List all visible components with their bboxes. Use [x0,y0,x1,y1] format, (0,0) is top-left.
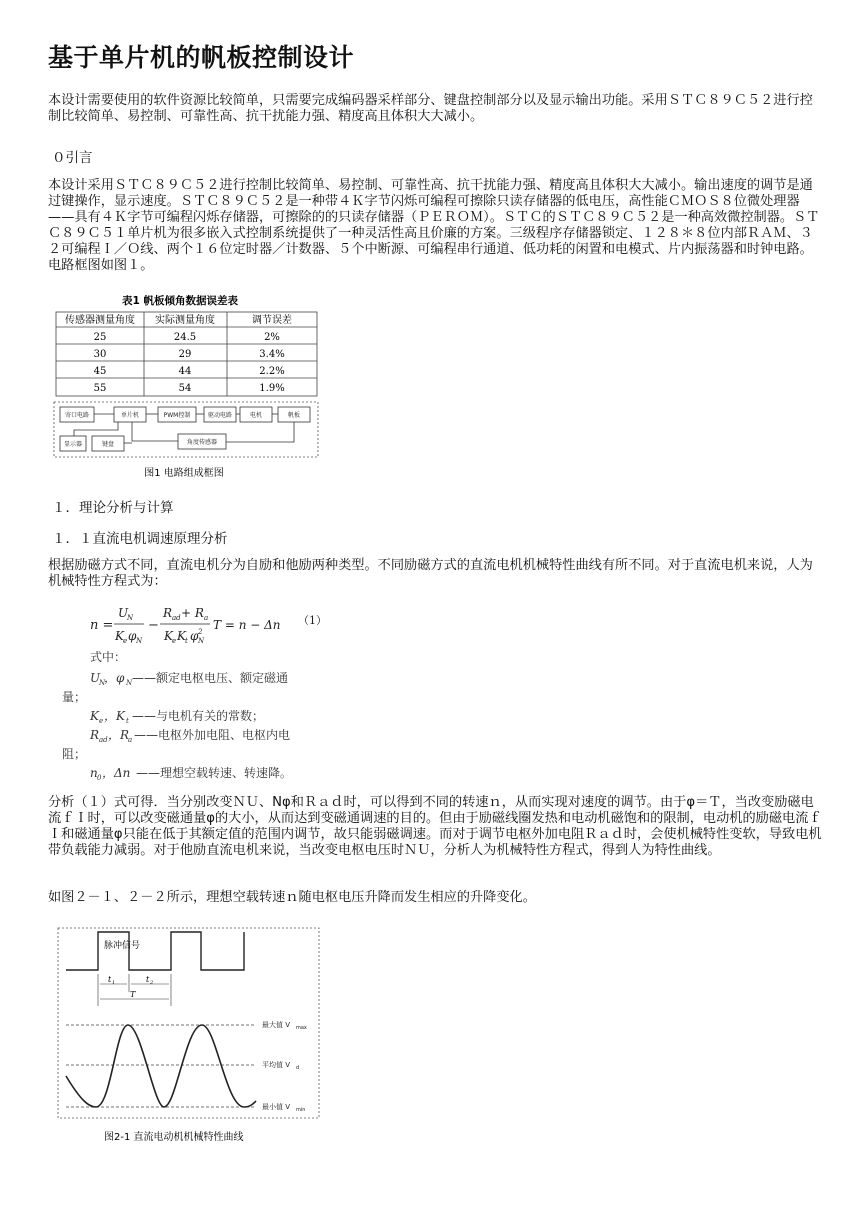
block-label: 单片机 [120,412,140,419]
block-label: 电机 [249,412,263,419]
formula-symbol: N [99,679,106,687]
section-heading-intro: ０引言 [52,150,93,166]
block-label: PWM控制 [163,412,191,419]
period-label: T [130,990,136,999]
pulse-label: 脉冲信号 [104,941,141,951]
formula-symbol: ad [99,736,108,744]
table-cell: 24.5 [173,332,197,343]
equation-number: （1） [298,614,327,627]
formula-term: t [185,637,188,645]
figure-caption: 图1 电路组成框图 [144,468,224,479]
t1-label: 1 [112,980,116,986]
t2-label: t [146,975,150,984]
table-header: 实际测量角度 [155,315,215,326]
table-cell: 29 [178,349,192,360]
table-and-block-diagram-figure [52,290,322,485]
formula-symbol: U [90,671,101,685]
formula-term: a [204,614,209,622]
formula-term: ad [172,614,181,622]
subsection-heading: １．１直流电机调速原理分析 [52,531,228,547]
min-label: 最小值 V [262,1103,291,1111]
table-header: 传感器测量角度 [65,315,135,326]
formula-symbol: N [126,679,133,687]
formula-symbol: 0 [97,774,102,782]
formula-term: K [177,629,186,643]
pulse-waveform [66,932,244,970]
table-cell: 30 [93,349,107,360]
formula-term: φ [190,629,199,643]
formula-term: K [115,629,124,643]
formula-symbol: ，φ [104,671,125,685]
formula-term: e [172,637,177,645]
intro-paragraph: 本设计采用ＳＴＣ８９Ｃ５２进行控制比较简单、易控制、可靠性高、抗干扰能力强、精度高且体积大大减小。输出速度的调节是通过键操作，显示速度。ＳＴＣ８９Ｃ５２是一种带４Ｋ字节闪烁可编程可擦除只读存储器的低电压，高性能ＣＭＯＳ８位微处理器——具有４Ｋ字节可编程闪烁存储器，可擦除的的只读存储器（ＰＥＲＯＭ）。ＳＴＣ的ＳＴＣ８９Ｃ５２是一种高效微控制器。ＳＴＣ８９Ｃ５１单片机为很多嵌入式控制系统提供了一种灵活性高且价廉的方案。三级程序存储器锁定、１２８＊８位内部ＲＡＭ、３２可编程Ｉ／Ｏ线、两个１６位定时器／计数器、５个中断源、可编程串行通道、低功耗的闲置和电模式、片内振荡器和时钟电路。电路框图如图１。 [48,178,820,273]
formula-symbol: ，R [108,728,130,742]
table-cell: 25 [93,332,107,343]
page-title: 基于单片机的帆板控制设计 [48,43,355,72]
table-header: 调节误差 [252,315,292,326]
table-caption: 表1 帆板倾角数据误差表 [122,295,238,307]
formula-term: K [164,629,173,643]
formula-term: 2 [198,628,203,636]
formula-lhs: n = [90,618,114,633]
section-heading: １．理论分析与计算 [52,500,174,516]
formula-definition: ——与电机有关的常数； [132,709,265,723]
formula-term: N [136,637,143,645]
block-label: 键盘 [101,441,115,448]
max-label: max [296,1025,307,1031]
max-label: 最大值 V [262,1021,291,1029]
formula-term: φ [128,629,137,643]
formula-symbol: t [126,717,129,725]
sine-curve [66,1025,256,1107]
paragraph: 分析（１）式可得．当分别改变ＮＵ、Νφ和Ｒａｄ时，可以得到不同的转速ｎ，从而实现对速度的调节。由于φ＝Ｔ，当改变励磁电流ｆＩ时，可以改变磁通量φ的大小，从而达到变磁通调速的目的。但由于励磁线圈发热和电动机磁饱和的限制，电动机的励磁电流ｆＩ和磁通量φ只能在低于其额定值的范围内调节，故只能弱磁调速。而对于调节电枢外加电阻Ｒａｄ时，会使机械特性变软，导致电机带负载能力减弱。对于他励直流电机来说，当改变电枢电压时ＮＵ，分析人为机械特性方程式，得到人为特性曲线。 [48,795,822,858]
abstract-paragraph: 本设计需要使用的软件资源比较简单，只需要完成编码器采样部分、键盘控制部分以及显示输出功能。采用ＳＴＣ８９Ｃ５２进行控制比较简单、易控制、可靠性高、抗干扰能力强、精度高且体积大大减小。 [48,93,813,124]
block-label: 驱动电路 [207,412,233,419]
formula-term: T = n − Δn [213,618,281,632]
formula-symbol: n [90,766,98,780]
table-cell: 1.9% [259,383,285,394]
table-cell: 54 [178,383,192,394]
formula-symbol: R [90,728,100,742]
block-label: 角度传感器 [186,439,218,446]
block-label: 帆板 [287,412,301,419]
min-label: min [296,1107,306,1113]
formula-symbol: ，K [104,709,125,723]
block-label: 寄口电路 [64,412,90,419]
formula-symbol: e [99,717,104,725]
table-cell: 44 [178,366,192,377]
formula-symbol: a [128,736,133,744]
formula-term: N [198,637,205,645]
t2-label: 2 [150,980,154,986]
table-cell: 2% [264,332,280,343]
formula-where: 式中： [90,650,127,664]
formula-term: U [118,606,129,620]
formula-term: N [127,614,134,622]
table-cell: 2.2% [259,366,285,377]
formula-symbol: ，Δn [102,766,131,780]
paragraph: 根据励磁方式不同，直流电机分为自励和他励两种类型。不同励磁方式的直流电机机械特性曲线有所不同。对于直流电机来说，人为机械特性方程式为： [48,558,813,589]
formula-term: + R [181,606,204,620]
avg-label: 平均值 V [262,1061,291,1069]
formula-figure [60,600,340,785]
formula-term: − [148,618,159,633]
table-cell: 3.4% [259,349,285,360]
formula-definition: 阻； [62,747,87,761]
formula-term: e [123,637,128,645]
table-cell: 55 [93,383,107,394]
paragraph: 如图２－１、２－２所示，理想空载转速ｎ随电枢电压升降而发生相应的升降变化。 [48,890,536,905]
formula-term: R [163,606,173,620]
formula-symbol: K [90,709,99,723]
avg-label: d [296,1065,300,1071]
formula-definition: ——电枢外加电阻、电枢内电 [134,728,291,742]
waveform-figure [56,926,322,1148]
t1-label: t [108,975,112,984]
figure-caption: 图2-1 直流电动机机械特性曲线 [104,1132,244,1143]
formula-definition: ——理想空载转速、转速降。 [136,766,293,780]
block-label: 显示器 [63,441,83,448]
formula-definition: ——额定电枢电压、额定磁通 [132,671,289,685]
formula-definition: 量； [62,690,87,704]
table-cell: 45 [93,366,107,377]
